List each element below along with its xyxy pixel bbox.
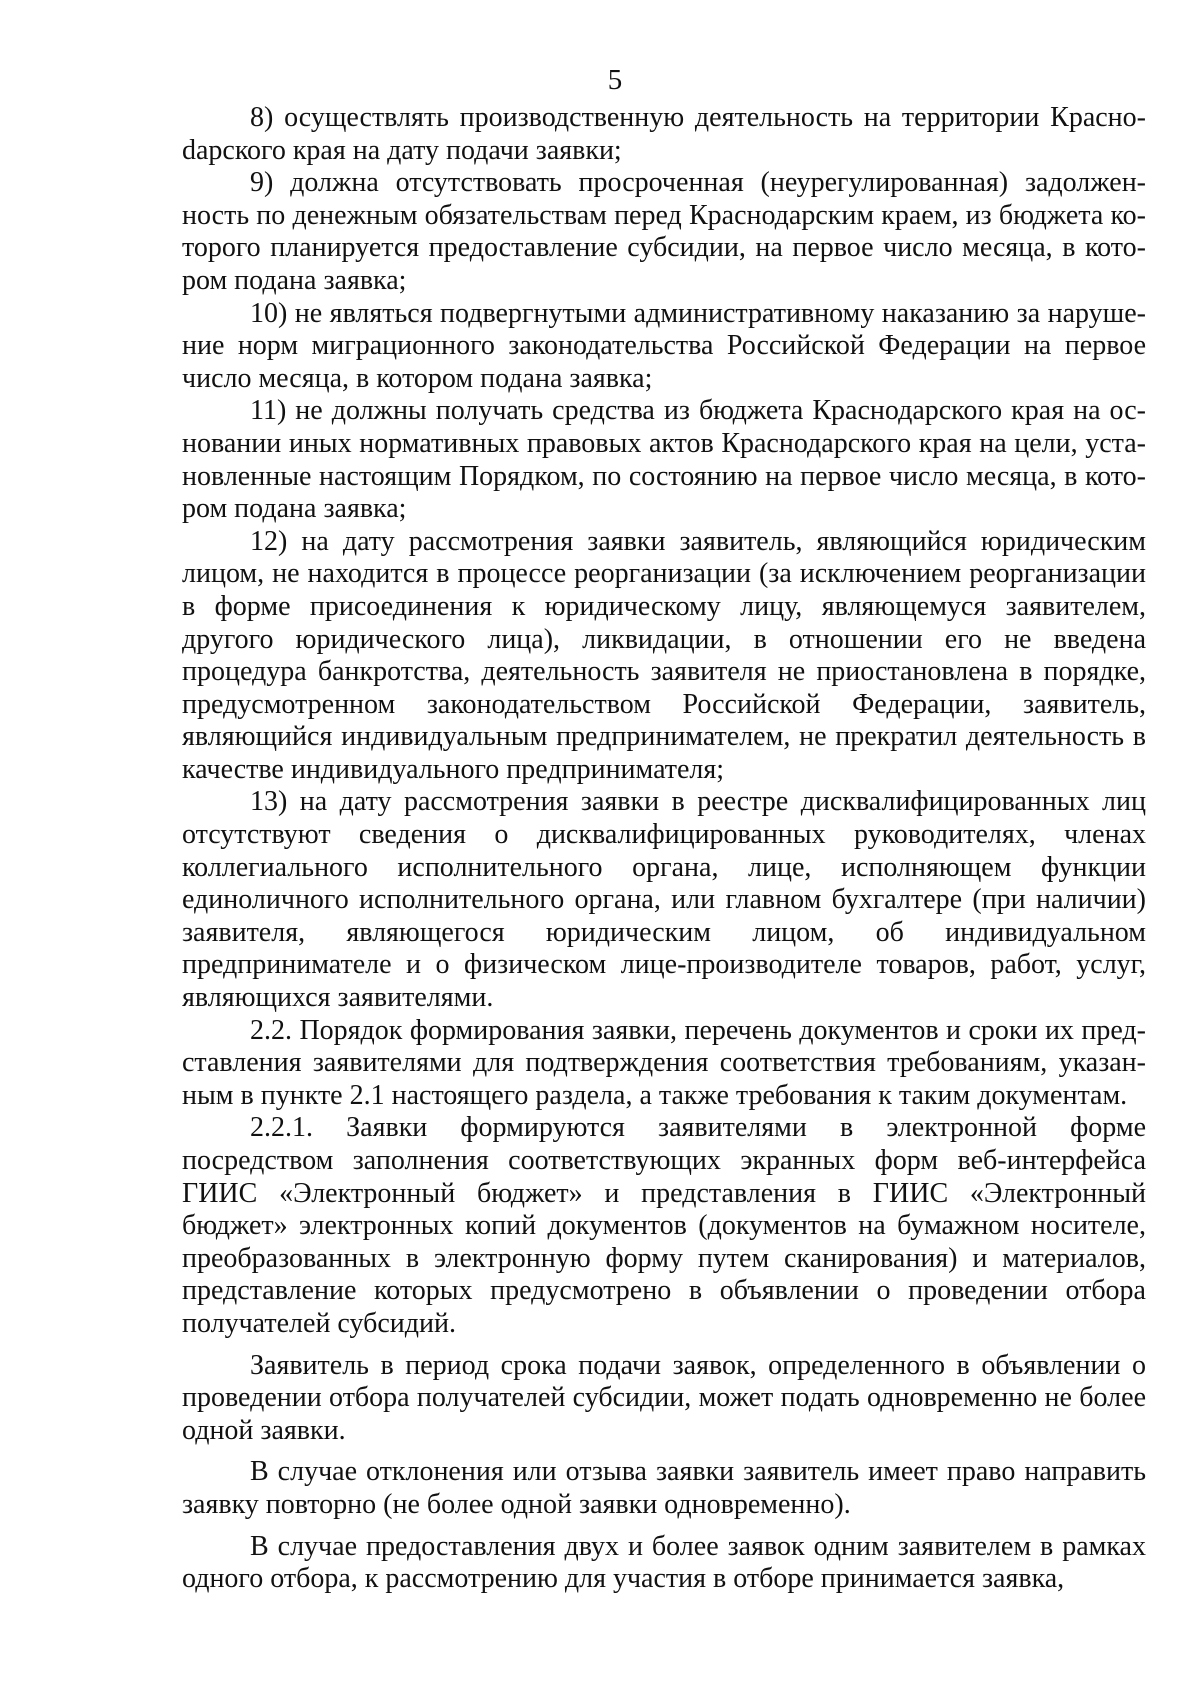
paragraph-section-2-2-1: 2.2.1. Заявки формируются заявителями в электронной форме посредством заполнения соответствующих экранных форм веб-интерфейса ГИИС «Электронный бюджет» и представления в ГИИС «Электронный бюджет» электронных копий документов (документов на бумажном носителе, преобразованных в электронную форму путем сканирования) и материалов, представление которых предусмотрено в объявлении о проведении отбора получателей субсидий. [182, 1112, 1146, 1339]
page-number: 5 [607, 64, 623, 96]
paragraph-single-application: Заявитель в период срока подачи заявок, определенного в объявлении о проведении отбора получателей субсидии, может подать одновременно не более одной заявки. [182, 1349, 1146, 1446]
paragraph-multiple-applications: В случае предоставления двух и более заявок одним заявителем в рамках одного отбора, к рассмотрению для участия в отборе принимается заявка, [182, 1530, 1146, 1595]
paragraph-item-10: 10) не являться подвергнутыми административному наказанию за нарушение норм миграционного законодательства Российской Федерации на первое число месяца, в котором подана заявка; [182, 297, 1146, 394]
paragraph-section-2-2: 2.2. Порядок формирования заявки, перечень документов и сроки их представления заявителями для подтверждения соответствия требованиям, указанным в пункте 2.1 настоящего раздела, а также требования к таким документам. [182, 1014, 1146, 1111]
paragraph-item-11: 11) не должны получать средства из бюджета Краснодарского края на основании иных нормативных правовых актов Краснодарского края на цели, установленные настоящим Порядком, по состоянию на первое число месяца, в котором подана заявка; [182, 395, 1146, 525]
paragraph-item-12: 12) на дату рассмотрения заявки заявитель, являющийся юридическим лицом, не находится в процессе реорганизации (за исключением реорганизации в форме присоединения к юридическому лицу, являющемуся заявителем, другого юридического лица), ликвидации, в отношении его не введена процедура банкротства, деятельность заявителя не приостановлена в порядке, предусмотренном законодательством Российской Федерации, заявитель, являющийся индивидуальным предпринимателем, не прекратил деятельность в качестве индивидуального предпринимателя; [182, 525, 1146, 785]
document-body [182, 102, 1146, 1596]
paragraph-item-8: 8) осуществлять производственную деятельность на территории Красноdарского края на дату подачи заявки; [182, 102, 1146, 166]
paragraph-item-9: 9) должна отсутствовать просроченная (неурегулированная) задолженность по денежным обязательствам перед Краснодарским краем, из бюджета которого планируется предоставление субсидии, на первое число месяца, в котором подана заявка; [182, 167, 1146, 296]
paragraph-item-13: 13) на дату рассмотрения заявки в реестре дисквалифицированных лиц отсутствуют сведения о дисквалифицированных руководителях, членах коллегиального исполнительного органа, лице, исполняющем функции единоличного исполнительного органа, или главном бухгалтере (при наличии) заявителя, являющегося юридическим лицом, об индивидуальном предпринимателе и о физическом лице-производителе товаров, работ, услуг, являющихся заявителями. [182, 786, 1146, 1014]
paragraph-resubmission: В случае отклонения или отзыва заявки заявитель имеет право направить заявку повторно (не более одной заявки одновременно). [182, 1456, 1146, 1520]
